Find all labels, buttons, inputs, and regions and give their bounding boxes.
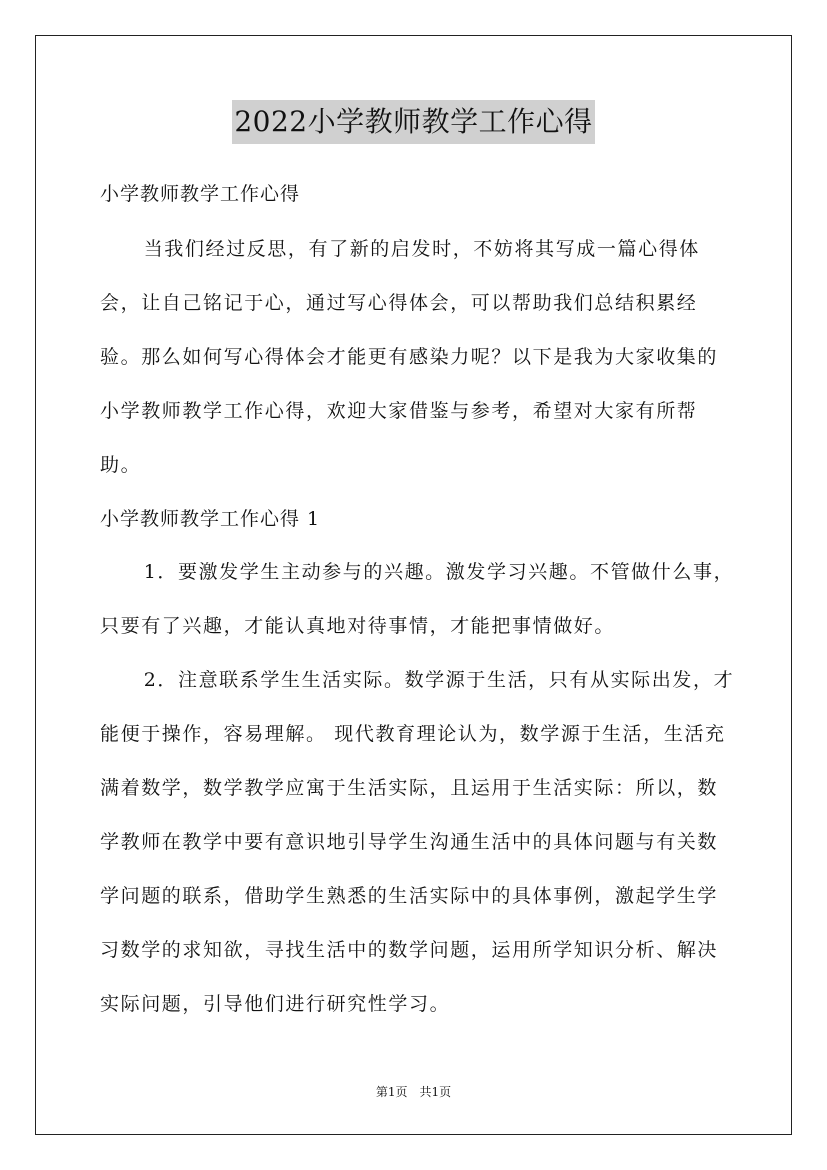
document-subtitle: 小学教师教学工作心得 [100, 183, 301, 205]
section-heading: 小学教师教学工作心得 1 [100, 508, 321, 530]
title-container [0, 100, 827, 144]
point-2-paragraph: 2．注意联系学生生活实际。数学源于生活，只有从实际出发，才能便于操作，容易理解。 现代教育理论认为，数学源于生活，生活充满着数学，数学教学应寓于生活实际，且运用于生活实际：所以，数学教师在教学中要有意识地引导学生沟通生活中的具体问题与有关数学问题的联系，借助学生熟悉的生活实际中的具体事例，激起学生学习数学的求知欲，寻找生活中的数学问题，运用所学知识分析、解决实际问题，引导他们进行研究性学习。 [100, 669, 735, 1015]
document-title: 2022小学教师教学工作心得 [232, 100, 594, 144]
point-1-paragraph: 1．要激发学生主动参与的兴趣。激发学习兴趣。不管做什么事，只要有了兴趣，才能认真地对待事情，才能把事情做好。 [100, 561, 735, 637]
page-footer: 第1页 共1页 [375, 1085, 452, 1099]
intro-paragraph: 当我们经过反思，有了新的启发时，不妨将其写成一篇心得体会，让自己铭记于心，通过写心得体会，可以帮助我们总结积累经验。那么如何写心得体会才能更有感染力呢？以下是我为大家收集的小学教师教学工作心得，欢迎大家借鉴与参考，希望对大家有所帮助。 [100, 238, 719, 476]
